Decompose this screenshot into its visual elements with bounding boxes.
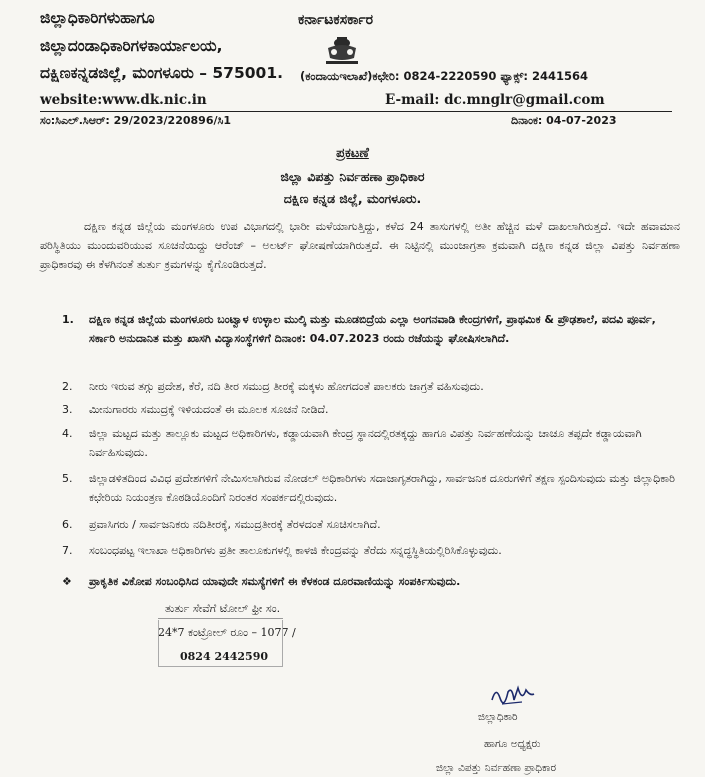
document-date: ದಿನಾಂಕ: 04-07-2023 bbox=[511, 114, 617, 127]
reference-number: ಸಂ:ಸಿಎಲ್.ಸಿಆರ್: 29/2023/220896/ಸಿ1 bbox=[40, 114, 231, 127]
notice-authority: ಜಿಲ್ಲಾ ವಿಪತ್ತು ನಿರ್ವಹಣಾ ಪ್ರಾಧಿಕಾರ bbox=[280, 169, 425, 184]
signature-mark bbox=[488, 682, 536, 708]
list-item-number: 5. bbox=[62, 472, 73, 485]
signatory-additional-role: ಹಾಗೂ ಅಧ್ಯಕ್ಷರು bbox=[484, 738, 541, 750]
intro-paragraph: ದಕ್ಷಿಣ ಕನ್ನಡ ಜಿಲ್ಲೆಯ ಮಂಗಳೂರು ಉಪ ವಿಭಾಗದಲ್ಲಿ ಭಾರೀ ಮಳೆಯಾಗುತ್ತಿದ್ದು, ಕಳೆದ 24 ತಾಸುಗಳಲ್ಲಿ ಅತೀ ಹೆಚ್ಚಿನ ಮಳೆ ದಾಖಲಾಗಿರುತ್ತದೆ. ಇದೇ ಹವಾಮಾನ ಪರಿಸ್ಥಿತಿಯು ಮುಂದುವರಿಯುವ ಸೂಚನೆಯಿದ್ದು ಆರೆಂಜ್ – ಅಲರ್ಟ್ ಘೋಷಣೆಯಾಗಿರುತ್ತದೆ. ಈ ನಿಟ್ಟಿನಲ್ಲಿ ಮುಂಜಾಗ್ರತಾ ಕ್ರಮವಾಗಿ ದಕ್ಷಿಣ ಕನ್ನಡ ಜಿಲ್ಲಾ ವಿಪತ್ತು ನಿರ್ವಹಣಾ ಪ್ರಾಧಿಕಾರವು ಈ ಕೆಳಗಿನಂತೆ ತುರ್ತು ಕ್ರಮಗಳನ್ನು ಕೈಗೊಂಡಿರುತ್ತದೆ. bbox=[40, 220, 680, 271]
list-item-text: ಮೀನುಗಾರರು ಸಮುದ್ರಕ್ಕೆ ಇಳಿಯದಂತೆ ಈ ಮೂಲಕ ಸೂಚನೆ ನೀಡಿದೆ. bbox=[89, 403, 329, 416]
state-emblem-icon bbox=[320, 34, 364, 68]
list-item-number: 4. bbox=[62, 427, 73, 440]
list-item-number: 7. bbox=[62, 544, 73, 557]
signatory-designation: ಜಿಲ್ಲಾಧಿಕಾರಿ bbox=[478, 711, 518, 723]
list-item bbox=[62, 310, 682, 370]
list-item-number: 1. bbox=[62, 313, 74, 326]
office-name-line2: ಜಿಲ್ಲಾದಂಡಾಧಿಕಾರಿಗಳಕಾರ್ಯಾಲಯ, bbox=[40, 37, 223, 55]
helpline-box-line bbox=[158, 618, 283, 619]
list-item-number: 2. bbox=[62, 380, 73, 393]
government-name: ಕರ್ನಾಟಕಸರ್ಕಾರ bbox=[298, 12, 374, 28]
list-item-number: 3. bbox=[62, 403, 73, 416]
notice-title: ಪ್ರಕಟಣೆ bbox=[336, 146, 369, 161]
list-item-text: ಜಿಲ್ಲಾಡಳಿತದಿಂದ ವಿವಿಧ ಪ್ರದೇಶಗಳಿಗೆ ನೇಮಿಸಲಾಗಿರುವ ನೋಡಲ್ ಅಧಿಕಾರಿಗಳು ಸದಾಜಾಗೃತರಾಗಿದ್ದು, ಸಾರ್ವಜನಿಕ ದೂರುಗಳಿಗೆ ತಕ್ಷಣ ಸ್ಪಂದಿಸುವುದು ಮತ್ತು ಜಿಲ್ಲಾಧಿಕಾರಿ ಕಛೇರಿಯ ನಿಯಂತ್ರಣ ಕೊಠಡಿಯೊಂದಿಗೆ ನಿರಂತರ ಸಂಪರ್ಕದಲ್ಲಿರುವುದು. bbox=[89, 472, 675, 504]
office-name-line1: ಜಿಲ್ಲಾಧಿಕಾರಿಗಳುಹಾಗೂ bbox=[40, 9, 155, 27]
list-item-text: ಪ್ರವಾಸಿಗರು / ಸಾರ್ವಜನಿಕರು ನದಿತೀರಕ್ಕೆ, ಸಮುದ್ರತೀರಕ್ಕೆ ತೆರಳದಂತೆ ಸೂಚಿಸಲಾಗಿದೆ. bbox=[89, 518, 381, 531]
list-item-text: ದಕ್ಷಿಣ ಕನ್ನಡ ಜಿಲ್ಲೆಯ ಮಂಗಳೂರು ಬಂಟ್ವಾಳ ಉಳ್ಳಾಲ ಮುಲ್ಕಿ ಮತ್ತು ಮೂಡಬಿದ್ರೆಯ ಎಲ್ಲಾ ಅಂಗನವಾಡಿ ಕೇಂದ್ರಗಳಿಗೆ, ಪ್ರಾಥಮಿಕ & ಪ್ರೌಢಶಾಲೆ, ಪದವಿ ಪೂರ್ವ, ಸರ್ಕಾರಿ ಅನುದಾನಿತ ಮತ್ತು ಖಾಸಗಿ ವಿದ್ಯಾಸಂಸ್ಥೆಗಳಿಗೆ ದಿನಾಂಕ: 04.07.2023 ರಂದು ರಜೆಯನ್ನು ಘೋಷಿಸಲಾಗಿದೆ. bbox=[89, 313, 656, 345]
header-divider bbox=[40, 111, 672, 112]
list-item-text: ಸಂಬಂಧಪಟ್ಟ ಇಲಾಖಾ ಅಧಿಕಾರಿಗಳು ಪ್ರತೀ ತಾಲೂಕುಗಳಲ್ಲಿ ಕಾಳಜಿ ಕೇಂದ್ರವನ್ನು ತೆರೆದು ಸನ್ನದ್ಧಸ್ಥಿತಿಯಲ್ಲಿರಿಸಿಕೊಳ್ಳುವುದು. bbox=[89, 544, 502, 557]
list-item-number: 6. bbox=[62, 518, 73, 531]
office-email: E-mail: dc.mnglr@gmail.com bbox=[385, 92, 605, 108]
helpline-box bbox=[158, 620, 283, 667]
list-item-text: ನೀರು ಇರುವ ತಗ್ಗು ಪ್ರದೇಶ, ಕೆರೆ, ನದಿ ತೀರ ಸಮುದ್ರ ತೀರಕ್ಕೆ ಮಕ್ಕಳು ಹೋಗದಂತೆ ಪಾಲಕರು ಜಾಗ್ರತೆ ವಹಿಸುವುದು. bbox=[89, 380, 484, 393]
notice-place: ದಕ್ಷಿಣ ಕನ್ನಡ ಜಿಲ್ಲೆ, ಮಂಗಳೂರು. bbox=[283, 191, 422, 206]
contact-phone-fax: (ಕಂದಾಯಇಲಾಖೆ)ಕಛೇರಿ: 0824-2220590 ಫ್ಯಾಕ್ಸ್: 2441564 bbox=[300, 69, 588, 83]
helpline-control-room: 24*7 ಕಂಟ್ರೋಲ್ ರೂಂ – 1077 / bbox=[158, 626, 296, 639]
office-website: website:www.dk.nic.in bbox=[40, 92, 207, 108]
office-address: ದಕ್ಷಿಣಕನ್ನಡಜಿಲ್ಲೆ, ಮಂಗಳೂರು – 575001. bbox=[40, 64, 283, 82]
helpline-instruction: ಪ್ರಾಕೃತಿಕ ವಿಕೋಪ ಸಂಬಂಧಿಸಿದ ಯಾವುದೇ ಸಮಸ್ಯೆಗಳಿಗೆ ಈ ಕೆಳಕಂಡ ದೂರವಾಣಿಯನ್ನು ಸಂಪರ್ಕಿಸುವುದು. bbox=[89, 575, 461, 588]
helpline-phone: 0824 2442590 bbox=[180, 650, 269, 663]
list-item-text: ಜಿಲ್ಲಾ ಮಟ್ಟದ ಮತ್ತು ತಾಲ್ಲೂಕು ಮಟ್ಟದ ಅಧಿಕಾರಿಗಳು, ಕಡ್ಡಾಯವಾಗಿ ಕೇಂದ್ರ ಸ್ಥಾನದಲ್ಲಿರತಕ್ಕದ್ದು ಹಾಗೂ ವಿಪತ್ತು ನಿರ್ವಹಣೆಯನ್ನು ಚಾಚೂ ತಪ್ಪದೇ ಕಡ್ಡಾಯವಾಗಿ ನಿರ್ವಹಿಸುವುದು. bbox=[89, 427, 642, 459]
signatory-authority: ಜಿಲ್ಲಾ ವಿಪತ್ತು ನಿರ್ವಹಣಾ ಪ್ರಾಧಿಕಾರ bbox=[436, 762, 557, 774]
helpline-label: ತುರ್ತು ಸೇವೆಗೆ ಟೋಲ್ ಫ್ರೀ ಸಂ. bbox=[165, 602, 281, 615]
bullet-diamond-icon: ❖ bbox=[62, 575, 72, 588]
